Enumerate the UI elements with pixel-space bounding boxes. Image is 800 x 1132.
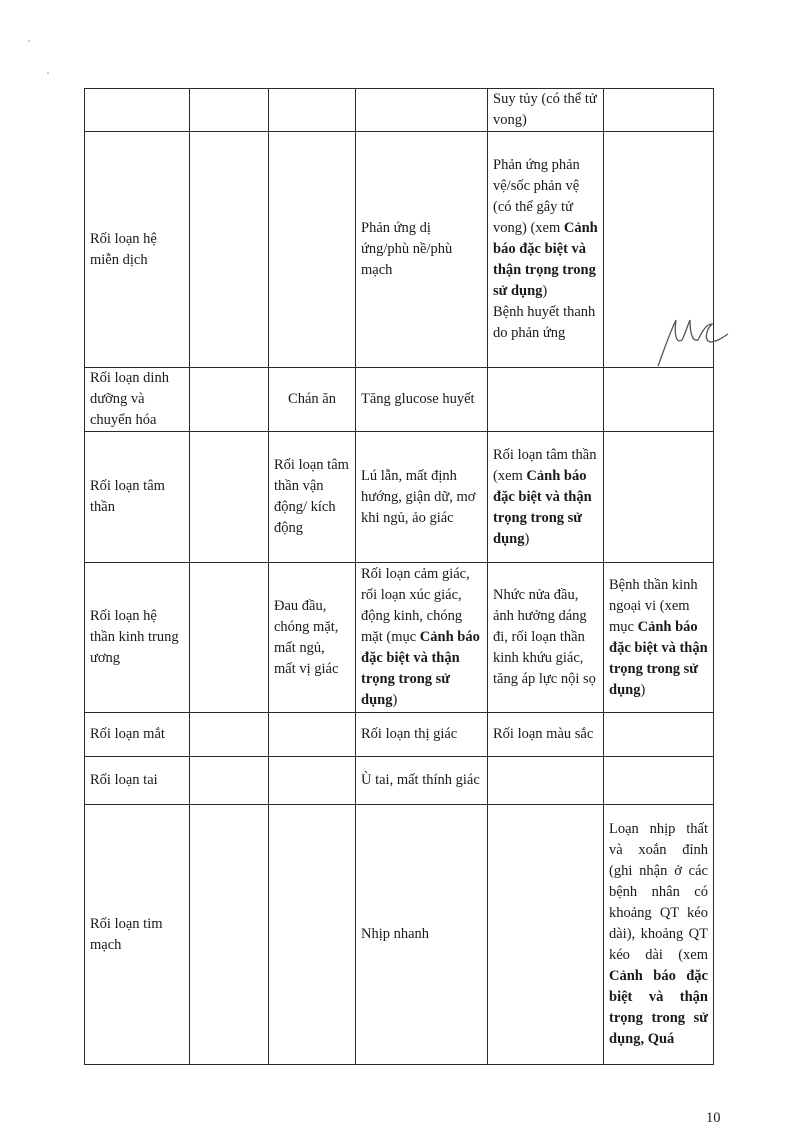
table-cell	[356, 713, 488, 757]
reaction-text: Tăng glucose huyết	[361, 391, 475, 407]
cross-reference: Cảnh báo đặc biệt và thận trọng trong sử dụng	[493, 467, 592, 547]
table-cell	[604, 563, 714, 713]
table-cell	[356, 432, 488, 563]
table-cell	[269, 368, 356, 432]
organ-class-label: Rối loạn mắt	[90, 726, 165, 742]
table-row	[85, 805, 714, 1065]
organ-class-cell	[85, 132, 190, 368]
reaction-text: )	[392, 692, 398, 708]
reaction-text: Rối loạn màu sắc	[493, 726, 594, 742]
organ-class-cell	[85, 805, 190, 1065]
table-cell	[604, 368, 714, 432]
table-cell	[488, 432, 604, 563]
organ-class-cell	[85, 713, 190, 757]
table-cell	[85, 89, 190, 132]
scan-speck	[47, 72, 49, 74]
cross-reference: Cảnh báo đặc biệt và thận trọng trong sử dụng	[609, 618, 708, 698]
organ-class-label: Rối loạn hệ miễn dịch	[90, 230, 157, 268]
reaction-text: Nhịp nhanh	[361, 926, 430, 942]
table-cell	[190, 805, 269, 1065]
table-cell	[356, 757, 488, 805]
table-cell	[356, 132, 488, 368]
organ-class-cell	[85, 432, 190, 563]
table-cell	[356, 563, 488, 713]
table-cell	[488, 132, 604, 368]
table-cell	[488, 89, 604, 132]
table-cell	[356, 89, 488, 132]
table-cell	[604, 757, 714, 805]
table-row	[85, 132, 714, 368]
table-cell	[269, 432, 356, 563]
reaction-text: Lú lẫn, mất định hướng, giận dữ, mơ khi ngủ, ảo giác	[361, 467, 476, 526]
initials-signature	[650, 310, 740, 370]
table-cell	[190, 757, 269, 805]
reaction-text: Phản ứng phản vệ/sốc phản vệ (có thể gây tử vong) (xem	[493, 157, 580, 236]
reaction-text: Bệnh huyết thanh do phản ứng	[493, 304, 596, 341]
scan-speck	[28, 40, 30, 42]
page-number: 10	[706, 1110, 721, 1126]
table-cell	[604, 805, 714, 1065]
table-cell	[488, 757, 604, 805]
reaction-text: )	[542, 283, 548, 299]
reaction-text: Chán ăn	[288, 391, 336, 407]
organ-class-cell	[85, 368, 190, 432]
table-cell	[269, 89, 356, 132]
cross-reference: Cảnh báo đặc biệt và thận trọng trong sử dụng	[361, 629, 480, 708]
reaction-text: )	[524, 530, 530, 547]
organ-class-cell	[85, 563, 190, 713]
organ-class-label: Rối loạn hệ thần kinh trung ương	[90, 608, 179, 666]
cross-reference: Cảnh báo đặc biệt và thận trọng trong sử dụng	[493, 220, 598, 299]
table-row	[85, 368, 714, 432]
organ-class-label: Rối loạn tâm thần	[90, 478, 165, 515]
table-cell	[190, 713, 269, 757]
reaction-text: Đau đầu, chóng mặt, mất ngủ, mất vị giác	[274, 597, 339, 677]
table-cell	[190, 432, 269, 563]
reaction-text: Suy tủy (có thể tử vong)	[493, 91, 597, 128]
reaction-text: Rối loạn tâm thần (xem	[493, 446, 597, 484]
table-cell	[604, 713, 714, 757]
table-row	[85, 713, 714, 757]
reaction-text: Rối loạn cảm giác, rối loạn xúc giác, động kinh, chóng mặt (mục	[361, 566, 470, 645]
table-cell	[488, 368, 604, 432]
cross-reference: Cảnh báo đặc biệt và thận trọng trong sử dụng, Quá	[609, 968, 708, 1047]
reaction-text: Rối loạn tâm thần vận động/ kích động	[274, 457, 349, 536]
table-row	[85, 432, 714, 563]
organ-class-label: Rối loạn dinh dưỡng và chuyển hóa	[90, 370, 169, 428]
table-cell	[356, 368, 488, 432]
table-cell	[604, 89, 714, 132]
table-cell	[269, 805, 356, 1065]
reaction-text: )	[640, 681, 646, 698]
adverse-reactions-table	[84, 88, 714, 1065]
reaction-text: Loạn nhịp thất và xoắn đỉnh (ghi nhận ở các bệnh nhân có khoảng QT kéo dài), khoảng QT kéo dài (xem	[609, 821, 708, 963]
table-cell	[269, 757, 356, 805]
organ-class-label: Rối loạn tai	[90, 772, 158, 788]
reaction-text: Phản ứng dị ứng/phù nề/phù mạch	[361, 220, 453, 278]
table-cell	[269, 713, 356, 757]
table-cell	[269, 563, 356, 713]
table-row	[85, 563, 714, 713]
table-cell	[190, 563, 269, 713]
organ-class-cell	[85, 757, 190, 805]
reaction-text: Rối loạn thị giác	[361, 726, 458, 742]
table-cell	[190, 132, 269, 368]
table-cell	[190, 89, 269, 132]
table-cell	[356, 805, 488, 1065]
table-cell	[488, 713, 604, 757]
table-row	[85, 757, 714, 805]
table-row	[85, 89, 714, 132]
table-cell	[604, 432, 714, 563]
table-cell	[269, 132, 356, 368]
reaction-text: Ù tai, mất thính giác	[361, 772, 480, 788]
table-cell	[488, 805, 604, 1065]
table-cell	[488, 563, 604, 713]
reaction-text: Nhức nửa đầu, ảnh hưởng dáng đi, rối loạn thần kinh khứu giác, tăng áp lực nội sọ	[493, 587, 596, 687]
reaction-text: Bệnh thần kinh ngoại vi (xem mục	[609, 576, 698, 635]
table-cell	[190, 368, 269, 432]
organ-class-label: Rối loạn tim mạch	[90, 915, 163, 953]
